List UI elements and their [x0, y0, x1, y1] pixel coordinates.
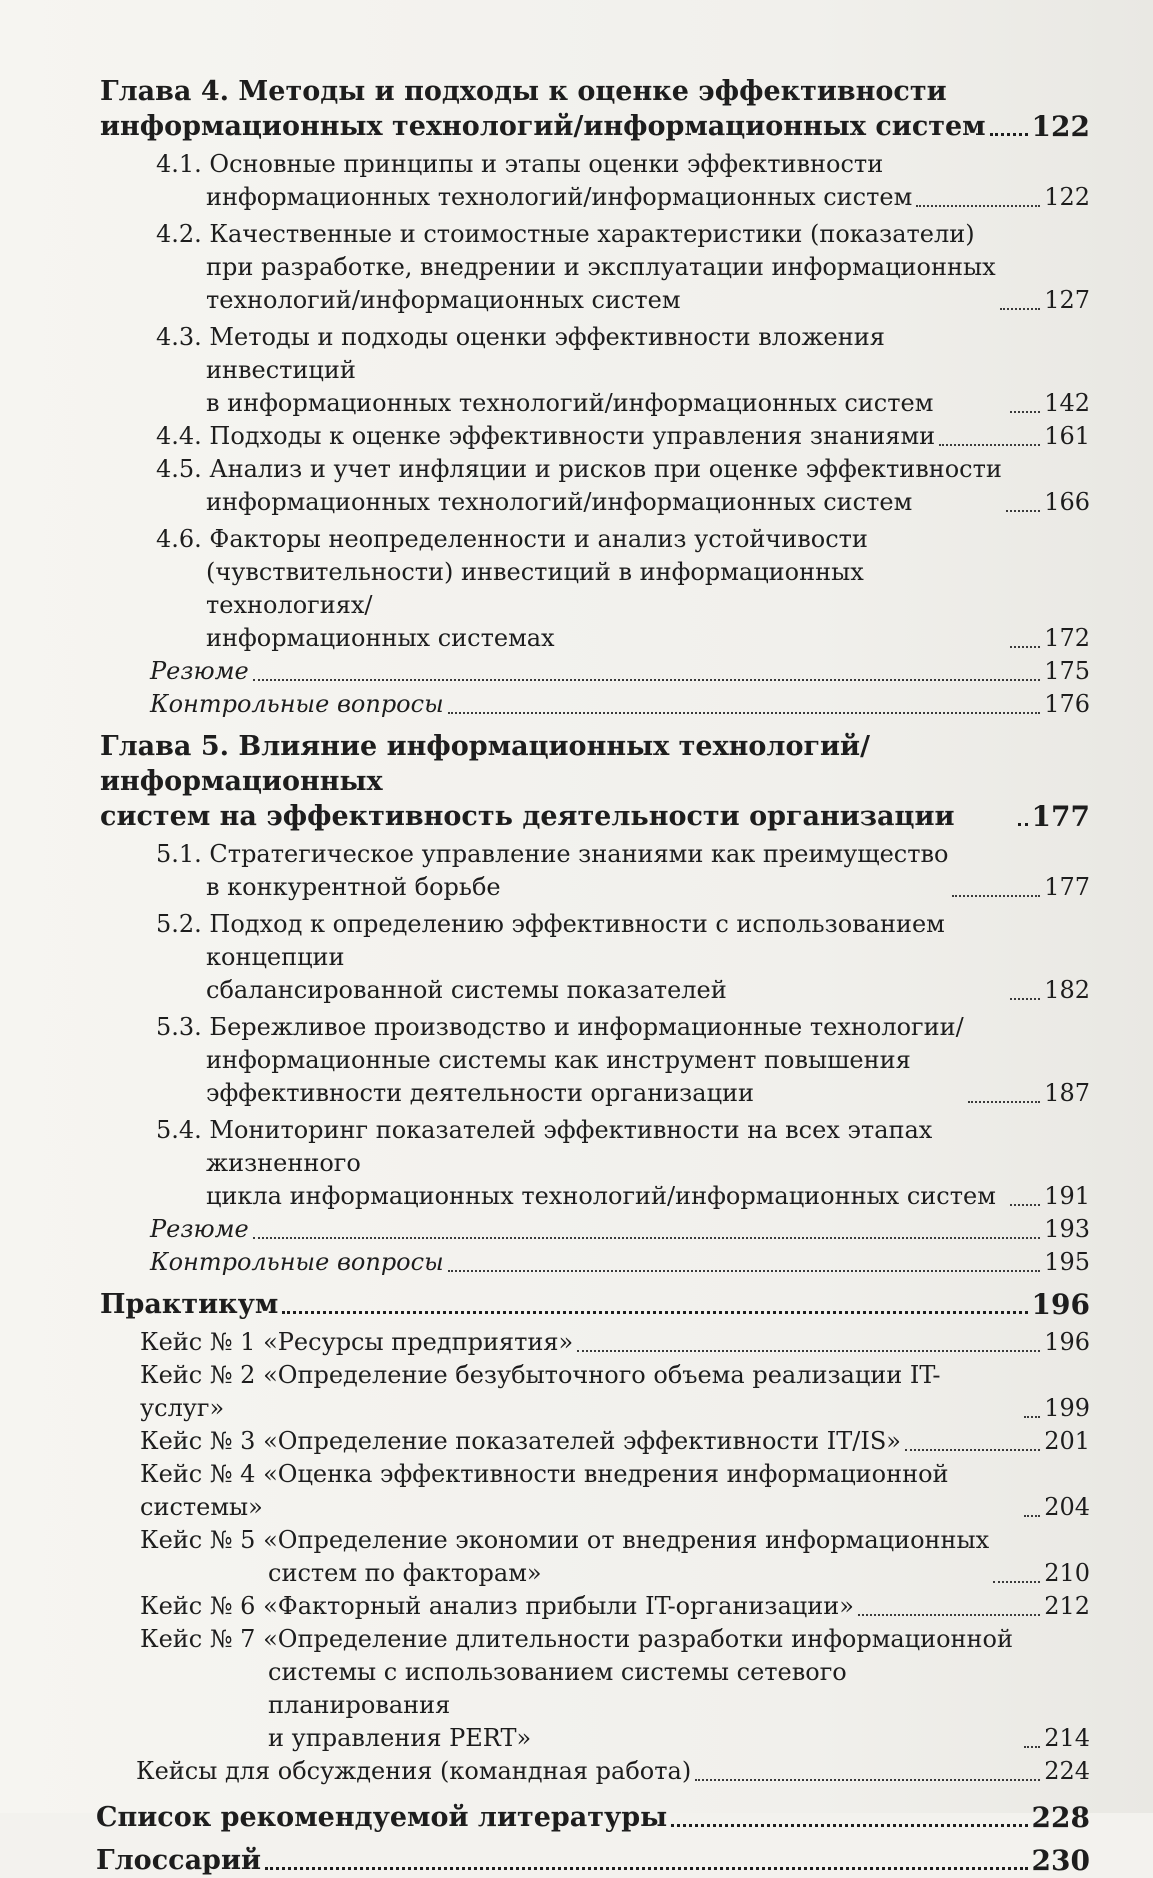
chapter-title: Глава 4. Методы и подходы к оценке эффективности информационных технологий/информационных систем: [100, 76, 986, 142]
toc-case-7: [100, 1623, 1090, 1755]
page-number: 182: [1044, 976, 1090, 1004]
dot-leader: [1010, 1203, 1040, 1206]
toc-glossary: [96, 1843, 1090, 1878]
chapter-title: Глоссарий: [96, 1845, 261, 1876]
dot-leader: [265, 1866, 1028, 1870]
dot-leader: [577, 1349, 1040, 1352]
page-number: 230: [1031, 1844, 1090, 1877]
table-of-contents: [96, 70, 1090, 1878]
case-label: Кейс № 3: [140, 1427, 256, 1455]
section-title: 4.5. Анализ и учет инфляции и рисков при оценке эффективности информационных технологий/информационных систем: [156, 455, 1002, 516]
case-title: Кейс № 5 «Определение экономии от внедрения информационных систем по факторам»: [140, 1526, 990, 1587]
dot-leader: [1006, 509, 1040, 512]
toc-literature: [96, 1800, 1090, 1835]
dot-leader: [253, 1236, 1041, 1239]
toc-section-4-6: [100, 523, 1090, 655]
page-number: 196: [1031, 1288, 1090, 1321]
dot-leader: [253, 678, 1041, 681]
toc-case-6: [100, 1590, 1090, 1623]
toc-case-4: [100, 1458, 1090, 1524]
dot-leader: [1010, 997, 1040, 1000]
case-title: Кейс № 2 «Определение безубыточного объема реализации IT-услуг»: [140, 1361, 941, 1422]
page-number: 172: [1044, 624, 1090, 652]
page-number: 193: [1044, 1215, 1090, 1243]
section-title: 5.2. Подход к определению эффективности с использованием концепции сбалансированной системы показателей: [156, 910, 945, 1004]
toc-case-5: [100, 1524, 1090, 1590]
section-title: 5.3. Бережливое производство и информационные технологии/ информационные системы как инструмент повышения эффективности деятельности организации: [156, 1013, 964, 1107]
section-title: 4.1. Основные принципы и этапы оценки эффективности информационных технологий/информационных систем: [156, 150, 913, 211]
toc-section-5-2: [100, 908, 1090, 1007]
page-number: 122: [1031, 110, 1090, 143]
section-title: 4.4. Подходы к оценке эффективности управления знаниями: [156, 422, 936, 450]
summary-label: Резюме: [150, 657, 249, 685]
page-number: 228: [1031, 1801, 1090, 1834]
toc-summary-ch4: [100, 655, 1090, 688]
page-number: 224: [1044, 1757, 1090, 1785]
toc-discussion-cases: [100, 1755, 1090, 1788]
dot-leader: [695, 1778, 1040, 1781]
summary-label: Резюме: [150, 1215, 249, 1243]
questions-label: Контрольные вопросы: [150, 1248, 444, 1276]
chapter-title: Список рекомендуемой литературы: [96, 1802, 668, 1833]
dot-leader: [916, 204, 1040, 207]
case-label: Кейс № 2: [140, 1361, 256, 1389]
toc-case-1: [100, 1326, 1090, 1359]
page-number: 161: [1044, 422, 1090, 450]
toc-section-5-4: [100, 1114, 1090, 1213]
page-number: 195: [1044, 1248, 1090, 1276]
case-title: Кейс № 3 «Определение показателей эффективности IT/IS»: [140, 1427, 901, 1455]
page-number: 166: [1044, 488, 1090, 516]
toc-case-2: [100, 1359, 1090, 1425]
case-label: Кейс № 6: [140, 1592, 256, 1620]
toc-section-4-2: [100, 218, 1090, 317]
page-number: 175: [1044, 657, 1090, 685]
page-number: 196: [1044, 1328, 1090, 1356]
chapter-title: Глава 5. Влияние информационных технологий/информационных систем на эффективность деятельности организации: [100, 731, 955, 832]
dot-leader: [993, 1580, 1040, 1583]
toc-section-4-5: [100, 453, 1090, 519]
case-title: Кейс № 7 «Определение длительности разработки информационной системы с использованием системы сетевого планирования и управления PERT»: [140, 1625, 1013, 1752]
case-label: Кейс № 4: [140, 1460, 256, 1488]
dot-leader: [1010, 410, 1040, 413]
page-number: 176: [1044, 690, 1090, 718]
dot-leader: [952, 894, 1040, 897]
dot-leader: [448, 711, 1041, 714]
section-title: 4.6. Факторы неопределенности и анализ устойчивости (чувствительности) инвестиций в информационных технологиях/ информационных системах: [156, 525, 868, 652]
toc-section-4-1: [100, 148, 1090, 214]
page-number: 187: [1044, 1079, 1090, 1107]
toc-section-4-4: [100, 420, 1090, 453]
toc-section-5-1: [100, 838, 1090, 904]
dot-leader: [990, 132, 1028, 136]
toc-section-5-3: [100, 1011, 1090, 1110]
dot-leader: [1024, 1745, 1040, 1748]
toc-summary-ch5: [100, 1213, 1090, 1246]
discussion-title: Кейсы для обсуждения (командная работа): [136, 1757, 692, 1785]
case-title: Кейс № 6 «Факторный анализ прибыли IT-организации»: [140, 1592, 854, 1620]
dot-leader: [1010, 645, 1040, 648]
chapter-title: Практикум: [100, 1289, 279, 1320]
dot-leader: [968, 1100, 1040, 1103]
page-number: 127: [1044, 286, 1090, 314]
case-title: Кейс № 1 «Ресурсы предприятия»: [140, 1328, 574, 1356]
toc-questions-ch4: [100, 688, 1090, 721]
dot-leader: [282, 1310, 1027, 1314]
toc-practicum: [100, 1287, 1090, 1322]
page-number: 199: [1044, 1394, 1090, 1422]
page-number: 177: [1031, 800, 1090, 833]
case-label: Кейс № 7: [140, 1625, 256, 1653]
page-number: 212: [1044, 1592, 1090, 1620]
case-label: Кейс № 1: [140, 1328, 256, 1356]
dot-leader: [1024, 1415, 1040, 1418]
dot-leader: [671, 1823, 1027, 1827]
dot-leader: [905, 1448, 1040, 1451]
page-number: 142: [1044, 389, 1090, 417]
toc-chapter-5: [100, 729, 1090, 834]
section-title: 5.1. Стратегическое управление знаниями как преимущество в конкурентной борьбе: [156, 840, 949, 901]
dot-leader: [448, 1269, 1041, 1272]
section-title: 5.4. Мониторинг показателей эффективности на всех этапах жизненного цикла информационных технологий/информационных систем: [156, 1116, 996, 1210]
case-title: Кейс № 4 «Оценка эффективности внедрения информационной системы»: [140, 1460, 949, 1521]
page-number: 201: [1044, 1427, 1090, 1455]
case-label: Кейс № 5: [140, 1526, 256, 1554]
page-number: 177: [1044, 873, 1090, 901]
toc-questions-ch5: [100, 1246, 1090, 1279]
dot-leader: [1000, 307, 1041, 310]
toc-chapter-4: [100, 74, 1090, 144]
page-number: 210: [1044, 1559, 1090, 1587]
section-title: 4.2. Качественные и стоимостные характеристики (показатели) при разработке, внедрении и эксплуатации информационных технологий/информационных систем: [156, 220, 996, 314]
dot-leader: [1024, 1514, 1040, 1517]
dot-leader: [1018, 822, 1028, 826]
section-title: 4.3. Методы и подходы оценки эффективности вложения инвестиций в информационных технологий/информационных систем: [156, 323, 934, 417]
page-number: 214: [1044, 1724, 1090, 1752]
page-number: 191: [1044, 1182, 1090, 1210]
questions-label: Контрольные вопросы: [150, 690, 444, 718]
dot-leader: [858, 1613, 1040, 1616]
dot-leader: [939, 443, 1040, 446]
toc-case-3: [100, 1425, 1090, 1458]
page-number: 122: [1044, 183, 1090, 211]
page-number: 204: [1044, 1493, 1090, 1521]
toc-section-4-3: [100, 321, 1090, 420]
